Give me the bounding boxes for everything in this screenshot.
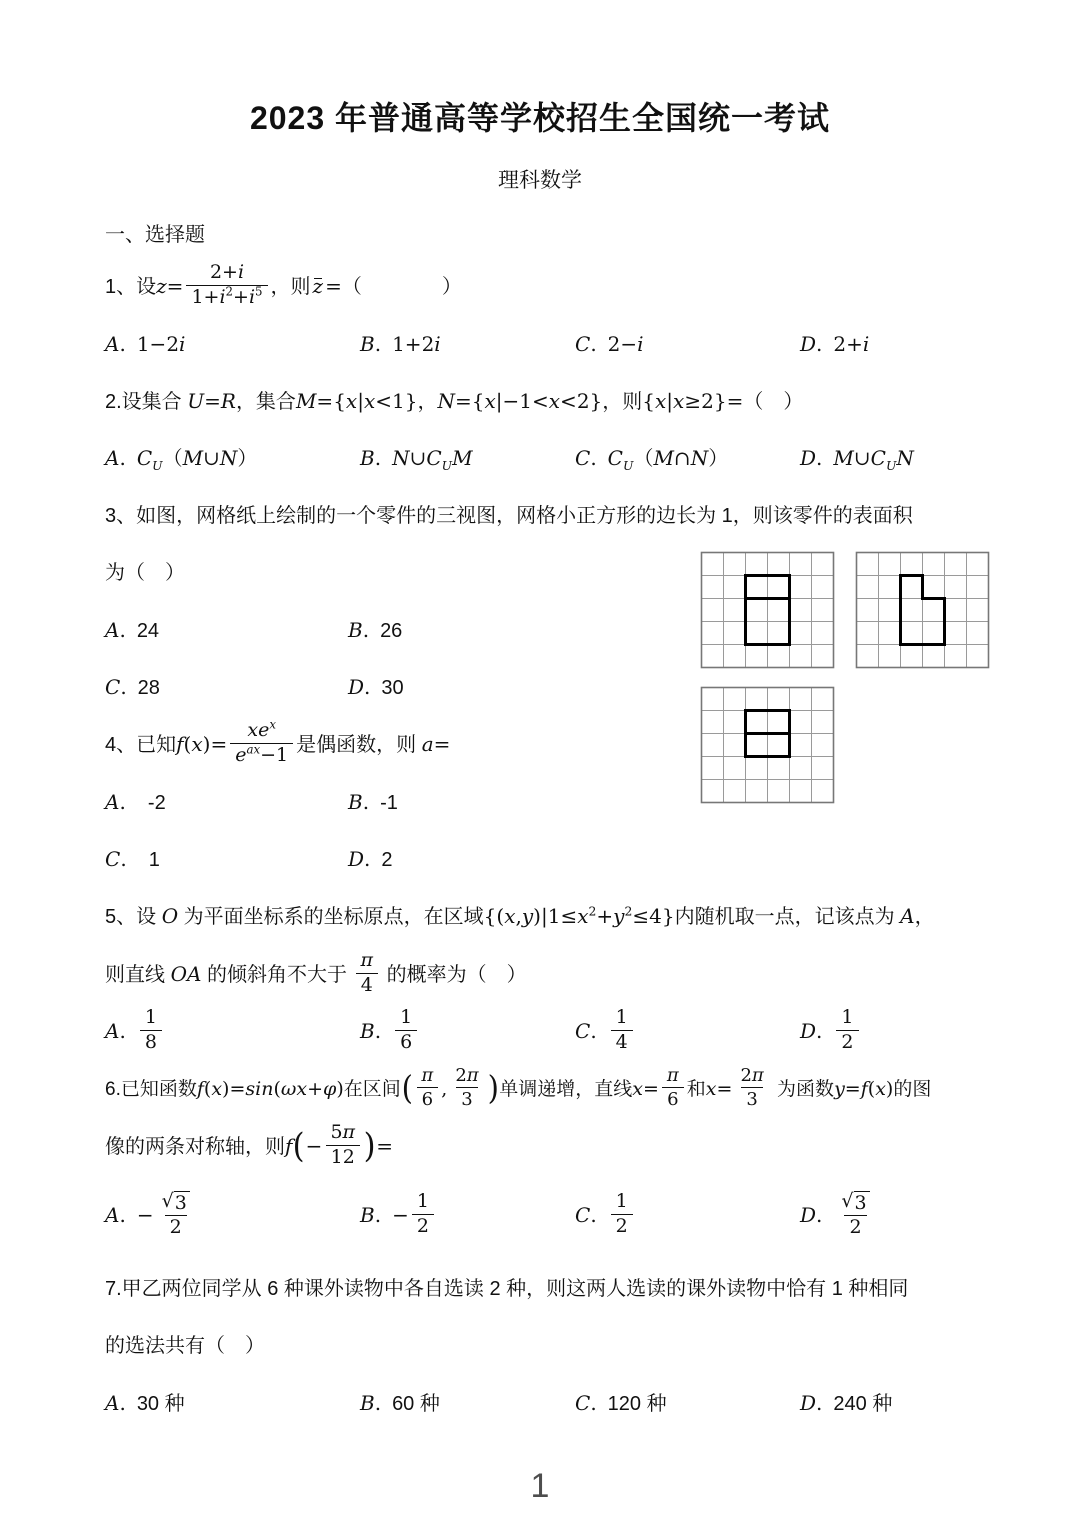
question-3-options-row-2 [105, 659, 684, 716]
option-D: D. $M\cup C_UN$ [800, 446, 914, 474]
question-5-stem-line-1: 5、设 O 为平面坐标系的坐标原点，在区域$\{(x,y)|1\le x^2+y^2\le 4\}$内随机取一点，记该点为 A， [105, 903, 935, 928]
question-3 [105, 488, 975, 716]
option-C: C. $C_U(M\cap N)$ [575, 446, 729, 474]
question-3-stem-line-2: 为（ ） [105, 562, 185, 584]
question-2-stem: 2.设集合 U=R，集合M={x|x<1}，N={x|−1<x<2}，则{x|x≥2}=（ ） [105, 389, 804, 413]
option-B: B. 60 种 [360, 1391, 440, 1415]
option-C: C. 120 种 [575, 1391, 667, 1415]
three-view-figure [700, 551, 992, 804]
question-7 [105, 1261, 975, 1432]
question-4-options-row-2 [105, 831, 975, 888]
option-B: B. $\frac{1}{6}$ [360, 1008, 575, 1057]
option-C: C. 1 [105, 847, 160, 871]
page-title: 2023 年普通高等学校招生全国统一考试 [249, 100, 831, 136]
option-C: C. 2−i [575, 332, 644, 356]
option-D: D. 2 [348, 847, 393, 871]
question-5 [105, 888, 975, 1061]
question-4-stem: 4、已知f(x)= $\frac{xe^x}{e^{ax}-1}$ 是偶函数，则 a= [105, 718, 451, 767]
question-1 [105, 258, 975, 373]
option-C: C. $\frac{1}{4}$ [575, 1008, 800, 1057]
question-2 [105, 373, 975, 488]
option-B: B. $N\cup C_UM$ [360, 446, 473, 474]
question-2-options [105, 431, 975, 488]
section-heading: 一、选择题 [105, 224, 205, 246]
question-6 [105, 1061, 975, 1245]
question-3-options-row-1 [105, 602, 684, 659]
question-6-stem-line-2: 像的两条对称轴，则f(− $\frac{5\pi}{12}$ )= [105, 1121, 394, 1169]
question-7-options [105, 1375, 975, 1432]
top-view-grid [700, 686, 835, 804]
option-D: D. $\frac{1}{2}$ [800, 1008, 975, 1057]
option-A: A. $\frac{1}{8}$ [105, 1008, 360, 1057]
option-D: D. 240 种 [800, 1391, 893, 1415]
page-subtitle: 理科数学 [498, 169, 582, 192]
option-A: A. − √ 3 2 [105, 1192, 360, 1242]
option-B: B. − $\frac{1}{2}$ [360, 1192, 575, 1241]
option-D: D. 30 [348, 675, 404, 699]
figure-top-row [700, 551, 992, 669]
option-A: A. 1−2i [105, 332, 186, 356]
option-A: A. -2 [105, 790, 166, 814]
front-view-grid [700, 551, 835, 669]
option-B: B. 1+2i [360, 332, 441, 356]
option-C: C. $\frac{1}{2}$ [575, 1192, 800, 1241]
question-6-stem-line-1: 6.已知函数f(x)=sin(ωx+φ)在区间( $\frac{\pi}{6}$ , $\frac{2\pi}{3}$ )单调递增，直线x= $\frac{\pi}{6}$ 和x= $\frac{2\pi}{3}$ 为函数y=f(x)的图 [105, 1064, 932, 1111]
question-5-stem-line-2: 则直线 OA 的倾斜角不大于 $\frac{\pi}{4}$ 的概率为（ ） [105, 949, 527, 997]
option-A: A. $C_U(M\cup N)$ [105, 446, 258, 474]
question-1-stem: 1、设z= $\frac{2+i}{1+i^2+i^5}$ ，则 z =（ ） [105, 261, 462, 309]
option-B: B. 26 [348, 618, 403, 642]
question-7-stem-line-2: 的选法共有（ ） [105, 1335, 265, 1357]
option-C: C. 28 [105, 675, 160, 699]
question-5-options [105, 1004, 975, 1061]
option-A: A. 24 [105, 618, 160, 642]
question-4-options-row-1 [105, 774, 684, 831]
question-1-options [105, 316, 975, 373]
side-view-grid [855, 551, 990, 669]
page-number: 1 [530, 1467, 550, 1505]
option-A: A. 30 种 [105, 1391, 185, 1415]
option-D: D. 2+i [800, 332, 870, 356]
question-6-options [105, 1188, 975, 1245]
question-7-stem-line-1: 7.甲乙两位同学从 6 种课外读物中各自选读 2 种，则这两人选读的课外读物中恰有 1 种相同 [105, 1278, 909, 1300]
option-D: D. √ 3 2 [800, 1192, 975, 1242]
question-3-stem-line-1: 3、如图，网格纸上绘制的一个零件的三视图，网格小正方形的边长为 1，则该零件的表面积 [105, 505, 913, 527]
option-B: B. -1 [348, 790, 398, 814]
